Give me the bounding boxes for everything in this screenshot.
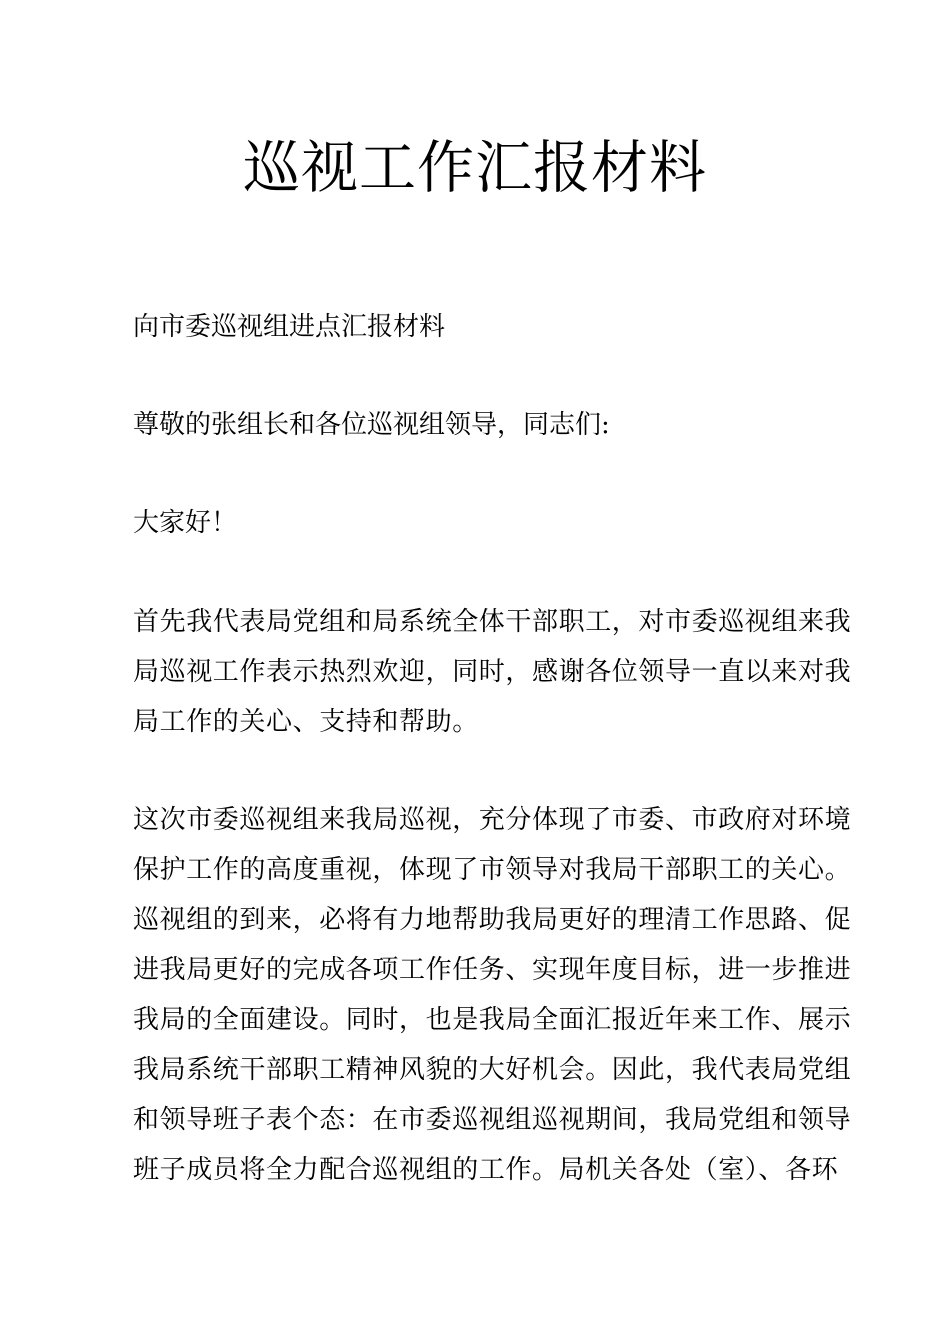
paragraph-line: 进我局更好的完成各项工作任务、实现年度目标，进一步推进 — [133, 955, 852, 985]
paragraph-line: 局巡视工作表示热烈欢迎，同时，感谢各位领导一直以来对我 — [133, 657, 852, 687]
document-title: 巡视工作汇报材料 — [243, 135, 707, 201]
paragraph-line: 保护工作的高度重视，体现了市领导对我局干部职工的关心。 — [133, 855, 852, 885]
paragraph-line: 班子成员将全力配合巡视组的工作。局机关各处（室）、各环 — [133, 1155, 839, 1185]
greeting: 大家好！ — [133, 508, 238, 538]
paragraph-line: 巡视组的到来，必将有力地帮助我局更好的理清工作思路、促 — [133, 905, 852, 935]
paragraph-line: 局工作的关心、支持和帮助。 — [133, 707, 479, 737]
paragraph-line: 首先我代表局党组和局系统全体干部职工，对市委巡视组来我 — [133, 607, 852, 637]
paragraph-line: 这次市委巡视组来我局巡视，充分体现了市委、市政府对环境 — [133, 805, 852, 835]
document-subtitle: 向市委巡视组进点汇报材料 — [133, 312, 446, 342]
paragraph-welcome — [133, 597, 852, 747]
paragraph-line: 我局的全面建设。同时，也是我局全面汇报近年来工作、展示 — [133, 1005, 852, 1035]
paragraph-line: 和领导班子表个态：在市委巡视组巡视期间，我局党组和领导 — [133, 1105, 852, 1135]
paragraph-inspection-significance — [133, 795, 852, 1195]
salutation: 尊敬的张组长和各位巡视组领导，同志们: — [133, 410, 610, 440]
paragraph-line: 我局系统干部职工精神风貌的大好机会。因此，我代表局党组 — [133, 1055, 852, 1085]
